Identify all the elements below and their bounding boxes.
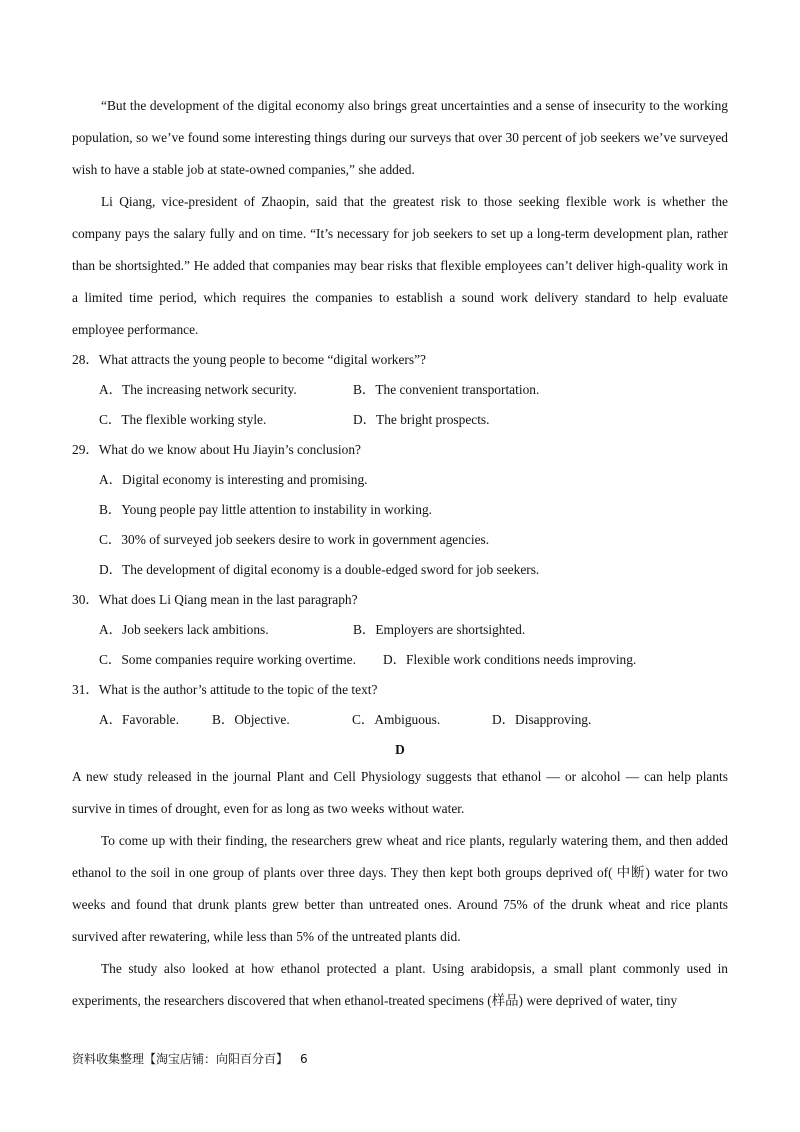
question-30-option-d: D．Flexible work conditions needs improving. <box>383 652 637 667</box>
page-footer <box>72 1050 308 1068</box>
question-28-option-c: C．The flexible working style. <box>99 412 267 427</box>
question-29-option-c: C．30% of surveyed job seekers desire to work in government agencies. <box>99 532 490 547</box>
question-30-option-c: C．Some companies require working overtime. <box>99 652 356 667</box>
question-30-stem: 30．What does Li Qiang mean in the last paragraph? <box>72 592 358 607</box>
question-28-option-d: D．The bright prospects. <box>353 412 490 427</box>
question-29-option-b: B．Young people pay little attention to instability in working. <box>99 502 433 517</box>
question-31-option-b: B．Objective. <box>212 712 290 727</box>
question-29-option-a: A．Digital economy is interesting and promising. <box>99 472 368 487</box>
question-28-option-b: B．The convenient transportation. <box>353 382 540 397</box>
question-29-option-d: D．The development of digital economy is a double-edged sword for job seekers. <box>99 562 540 577</box>
section-heading: D <box>395 742 405 757</box>
question-31-stem: 31．What is the author’s attitude to the topic of the text? <box>72 682 378 697</box>
question-31-option-a: A．Favorable. <box>99 712 179 727</box>
passage-d-paragraph: The study also looked at how ethanol protected a plant. Using arabidopsis, a small plant commonly used in experiments, the researchers discovered that when ethanol-treated specimens (样品) were deprived of water, tiny <box>72 961 728 1008</box>
page-number: 6 <box>300 1052 308 1066</box>
passage-c-paragraph: “But the development of the digital economy also brings great uncertainties and a sense of insecurity to the working population, so we’ve found some interesting things during our surveys that over 30 percent of job seekers we’ve surveyed wish to have a stable job at state-owned companies,” she added. <box>72 98 728 177</box>
question-31-option-d: D．Disapproving. <box>492 712 592 727</box>
question-28-option-a: A．The increasing network security. <box>99 382 297 397</box>
question-28-stem: 28．What attracts the young people to become “digital workers”? <box>72 352 426 367</box>
passage-d-paragraph: A new study released in the journal Plant and Cell Physiology suggests that ethanol — or alcohol — can help plants survive in times of drought, even for as long as two weeks without water. <box>72 769 728 816</box>
passage-c-paragraph: Li Qiang, vice-president of Zhaopin, said that the greatest risk to those seeking flexible work is whether the company pays the salary fully and on time. “It’s necessary for job seekers to set up a long-term development plan, rather than be shortsighted.” He added that companies may bear risks that flexible employees can’t deliver high-quality work in a limited time period, which requires the companies to establish a sound work delivery standard to help evaluate employee performance. <box>72 194 728 337</box>
footer-text: 资料收集整理【淘宝店铺：向阳百分百】 <box>72 1052 289 1066</box>
question-30-option-a: A．Job seekers lack ambitions. <box>99 622 269 637</box>
question-29-stem: 29．What do we know about Hu Jiayin’s conclusion? <box>72 442 361 457</box>
question-31-option-c: C．Ambiguous. <box>352 712 441 727</box>
passage-d-paragraph: To come up with their finding, the researchers grew wheat and rice plants, regularly watering them, and then added ethanol to the soil in one group of plants over three days. They then kept both groups deprived of( 中断) water for two weeks and found that drunk plants grew better than untreated ones. Around 75% of the drunk wheat and rice plants survived after rewatering, while less than 5% of the untreated plants did. <box>72 833 728 944</box>
question-30-option-b: B．Employers are shortsighted. <box>353 622 526 637</box>
